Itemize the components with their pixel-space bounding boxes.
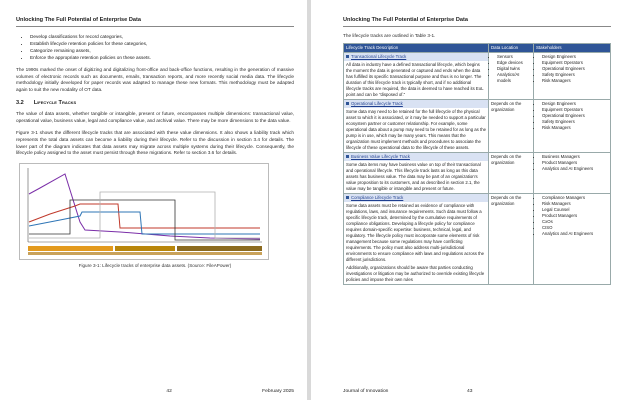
data-location-cell: Depends on the organization xyxy=(489,193,534,284)
track-description-cell xyxy=(344,193,489,284)
page-number: 42 xyxy=(166,389,172,394)
page-footer xyxy=(16,389,294,394)
stakeholders-cell xyxy=(534,99,611,152)
list-item: • Edge devices xyxy=(497,60,531,66)
track-title-bar xyxy=(344,100,488,108)
list-item: • Analytics and AI Engineers xyxy=(542,231,608,237)
section-heading xyxy=(16,100,294,106)
track-description: Additionally, organizations should be aware that parties conducting investigations or litigation may be authorized to override existing lifecycle policies and impose their own rules xyxy=(346,264,485,282)
track-description-cell xyxy=(344,99,489,152)
list-item: • Risk Managers xyxy=(542,78,608,84)
system-band xyxy=(177,246,262,251)
list-item: • Develop classifications for record categories, xyxy=(30,33,294,40)
list-item: • Compliance Managers xyxy=(542,195,608,201)
section-title: Lifecycle Tracks xyxy=(33,99,77,106)
data-location-cell: Depends on the organization xyxy=(489,99,534,152)
square-icon xyxy=(346,155,349,158)
list-item: • Risk Managers xyxy=(542,125,608,131)
list-item: • Digital twins xyxy=(497,66,531,72)
data-location-cell: Depends on the organization xyxy=(489,152,534,193)
table-row xyxy=(344,99,611,152)
running-head: Unlocking The Full Potential of Enterprise Data xyxy=(16,17,294,27)
track-title: Compliance Lifecycle Track xyxy=(351,194,404,200)
list-item: • Equipment Operators xyxy=(542,60,608,66)
figure-caption: Figure 3-1: Lifecycle tracks of enterprise data assets. (Source: FileAPower) xyxy=(78,263,232,269)
paragraph: The value of data assets, whether tangible or intangible, present or future, encompasses multiple dimensions: transactional value, operational value, business value, legal and compliance value, and archival value. There may be more dimensions to the data value. xyxy=(16,110,294,123)
system-band xyxy=(28,246,113,251)
square-icon xyxy=(346,196,349,199)
track-description: Some data may need to be retained for the full lifecycle of the physical asset to which it is associated, or it may be needed to support a particular ecosystem partner or customer relationship. For example, some operational data about a pump may need to be retained for as long as the pump is in use, which may be many years. This means that the organization must implement methods and procedures to associate the lifecycle of these operational data to the lifecycle of these assets. xyxy=(346,108,486,150)
stakeholders-cell xyxy=(534,193,611,284)
list-item: • Legal Counsel xyxy=(542,207,608,213)
square-icon xyxy=(346,102,349,105)
paragraph: Figure 3-1 shows the different lifecycle tracks that are associated with these value dimensions. It also shows a liability track which represents the total data assets can become a liability during their lifecycle. Refer to the discussion in section 3.4 for details. The lower part of the diagram indicates that data assets may migrate across multiple systems during their lifecycle. Consequently, the lifecycle policy assigned to the asset must persist through these migrations. Refer to section 3.6 for details. xyxy=(16,130,294,156)
system-band xyxy=(115,246,175,251)
track-description-cell xyxy=(344,52,489,99)
list-item: • Analytics and AI Engineers xyxy=(542,166,608,172)
bullet-list xyxy=(16,33,294,61)
page-footer xyxy=(343,389,611,394)
right-page xyxy=(311,0,618,400)
list-item: • Operational Engineers xyxy=(542,113,608,119)
section-number: 3.2 xyxy=(16,99,24,106)
track-description-cell xyxy=(344,152,489,193)
square-icon xyxy=(346,55,349,58)
table-row xyxy=(344,52,611,99)
track-description: Some data assets must be retained as evidence of compliance with regulations, laws, and insurance requirements. Such data must follow a specific lifecycle track, determined by the cumulative requirements of compliance obligations. Developing a lifecycle policy for compliance requires domain-specific expertise: business, technical, legal, and regulatory. The lifecycle policy must incorporate some elements of risk management because some regulations may have conflicting requirements. The policy must also address multi-jurisdictional environments to ensure compliance with laws and regulations across the different jurisdictions. xyxy=(346,202,485,262)
list-item: • Establish lifecycle retention policies for these categories, xyxy=(30,40,294,47)
track-line xyxy=(29,174,260,239)
track-title: Business Value Lifecycle Track xyxy=(351,153,410,159)
system-band xyxy=(28,252,262,255)
list-item: • Product Managers xyxy=(542,213,608,219)
track-title-bar xyxy=(344,194,488,202)
list-item: • Operational Engineers xyxy=(542,66,608,72)
footer-journal: Journal of Innovation xyxy=(343,389,389,394)
list-item: • Categorize remaining assets, xyxy=(30,47,294,54)
lifecycle-figure xyxy=(19,163,269,260)
list-item: • Design Engineers xyxy=(542,54,608,60)
column-header: Stakeholders xyxy=(534,43,611,52)
left-page xyxy=(0,0,307,400)
track-line xyxy=(29,204,260,228)
list-item: • Equipment Operators xyxy=(542,107,608,113)
column-header: Data Location xyxy=(489,43,534,52)
list-item: • CxOs xyxy=(542,219,608,225)
list-item: • CISO xyxy=(542,225,608,231)
column-header: Lifecycle Track Description xyxy=(344,43,489,52)
list-item: • Analytics/AI models xyxy=(497,72,531,84)
table-row xyxy=(344,193,611,284)
track-line xyxy=(29,212,260,234)
running-head: Unlocking The Full Potential of Enterprise Data xyxy=(343,17,611,27)
table-header-row xyxy=(344,43,611,52)
track-line xyxy=(29,192,260,238)
stakeholders-cell xyxy=(534,52,611,99)
track-title: Transactional Lifecycle Track xyxy=(351,53,407,59)
list-item: • Business Managers xyxy=(542,154,608,160)
list-item: • Sensors xyxy=(497,54,531,60)
list-item: • Enforce the appropriate retention policies on these assets. xyxy=(30,54,294,61)
footer-date: February 2025 xyxy=(262,389,294,394)
page-number: 43 xyxy=(466,389,473,394)
track-description: Some data items may have business value on top of their transactional and operational lifecycle. This lifecycle track lasts as long as this data assets has business value. The data may be part of an organization's value proposition to its customers, and as described in section 2.1, the value may be tangible or intangible and present or future. xyxy=(346,161,481,191)
paragraph: The 1990s marked the onset of digitizing and digitalizing front-office and back-office functions, resulting in the generation of massive volumes of electronic records such as documents, emails, transaction reports, and more recently social media data. The lifecycle methodology initially developed for paper records was adapted to manage these new formats. This methodology must be adapted again to suit the new modality of OT data. xyxy=(16,67,294,93)
table-row xyxy=(344,152,611,193)
list-item: • Safety Engineers xyxy=(542,119,608,125)
track-title-bar xyxy=(344,53,488,61)
list-item: • Design Engineers xyxy=(542,101,608,107)
track-title: Operational Lifecycle Track xyxy=(351,100,403,106)
lifecycle-diagram xyxy=(20,164,268,259)
paragraph: The lifecycle tracks are outlined in Table 3-1. xyxy=(343,33,436,38)
track-description: All data in industry have a defined transactional lifecycle, which begins the moment the data is generated or captured and ends when the data has fulfilled its specific transactional purpose and thus is no longer. The duration of this lifecycle track is typically short, and if no additional lifecycle tracks are required, the data is deemed to have reached its EoL point and can be "disposed of." xyxy=(346,61,484,97)
list-item: • Product Managers xyxy=(542,160,608,166)
list-item: • Safety Engineers xyxy=(542,72,608,78)
track-title-bar xyxy=(344,153,488,161)
data-location-cell xyxy=(489,52,534,99)
list-item: • Risk Managers xyxy=(542,201,608,207)
stakeholders-cell xyxy=(534,152,611,193)
lifecycle-track-table xyxy=(343,43,611,285)
